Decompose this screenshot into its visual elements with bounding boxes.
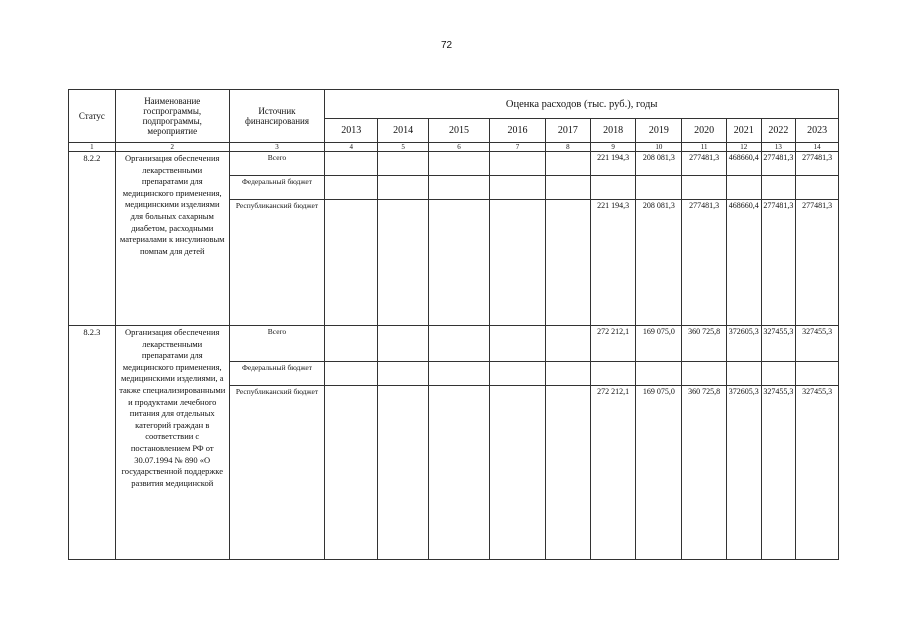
section-status: 8.2.3	[69, 326, 116, 560]
value-cell	[429, 326, 490, 362]
value-cell: 277481,3	[761, 200, 796, 326]
value-cell	[796, 176, 839, 200]
year-2017: 2017	[545, 119, 590, 143]
value-cell	[429, 176, 490, 200]
value-cell	[378, 152, 429, 176]
value-cell	[761, 176, 796, 200]
value-cell	[545, 362, 590, 386]
value-cell: 272 212,1	[590, 386, 636, 560]
column-number: 5	[378, 143, 429, 152]
value-cell	[636, 362, 682, 386]
value-cell	[325, 386, 378, 560]
value-cell: 277481,3	[761, 152, 796, 176]
source-total: Всего	[229, 152, 325, 176]
year-2022: 2022	[761, 119, 796, 143]
year-2023: 2023	[796, 119, 839, 143]
column-number: 14	[796, 143, 839, 152]
value-cell	[726, 176, 761, 200]
value-cell	[429, 362, 490, 386]
value-cell	[590, 176, 636, 200]
value-cell	[325, 200, 378, 326]
value-cell: 272 212,1	[590, 326, 636, 362]
value-cell	[761, 362, 796, 386]
value-cell	[429, 200, 490, 326]
source-federal: Федеральный бюджет	[229, 176, 325, 200]
column-number: 4	[325, 143, 378, 152]
value-cell	[490, 152, 546, 176]
value-cell: 360 725,8	[682, 326, 727, 362]
value-cell: 208 081,3	[636, 152, 682, 176]
value-cell: 221 194,3	[590, 152, 636, 176]
column-number: 11	[682, 143, 727, 152]
year-2019: 2019	[636, 119, 682, 143]
value-cell: 468660,4	[726, 152, 761, 176]
year-2021: 2021	[726, 119, 761, 143]
section-status: 8.2.2	[69, 152, 116, 326]
value-cell	[378, 176, 429, 200]
value-cell: 208 081,3	[636, 200, 682, 326]
year-2016: 2016	[490, 119, 546, 143]
value-cell: 221 194,3	[590, 200, 636, 326]
section-name: Организация обеспечения лекарственными препаратами для медицинского применения, медицинскими изделиями, а также специализированными и продуктами лечебного питания для отдельных категорий граждан в соответствии с постановлением РФ от 30.07.1994 № 890 «О государственной поддержке развития медицинской	[115, 326, 229, 560]
source-total: Всего	[229, 326, 325, 362]
header-status: Статус	[69, 90, 116, 143]
page-number: 72	[440, 40, 453, 51]
column-number: 12	[726, 143, 761, 152]
value-cell	[545, 176, 590, 200]
value-cell	[378, 200, 429, 326]
budget-table	[68, 89, 839, 560]
value-cell	[325, 152, 378, 176]
value-cell: 372605,3	[726, 326, 761, 362]
column-number: 6	[429, 143, 490, 152]
value-cell: 327455,3	[761, 326, 796, 362]
year-2015: 2015	[429, 119, 490, 143]
section-name: Организация обеспечения лекарственными препаратами для медицинского применения, медицинскими изделиями для больных сахарным диабетом, расходными материалами к инсулиновым помпам для детей	[115, 152, 229, 326]
value-cell	[682, 362, 727, 386]
value-cell: 277481,3	[796, 152, 839, 176]
column-number: 9	[590, 143, 636, 152]
value-cell	[545, 386, 590, 560]
value-cell	[545, 200, 590, 326]
header-name: Наименование госпрограммы, подпрограммы, мероприятие	[115, 90, 229, 143]
value-cell	[429, 386, 490, 560]
year-2013: 2013	[325, 119, 378, 143]
value-cell	[325, 326, 378, 362]
value-cell	[545, 326, 590, 362]
source-federal: Федеральный бюджет	[229, 362, 325, 386]
column-number: 7	[490, 143, 546, 152]
value-cell	[429, 152, 490, 176]
value-cell	[378, 326, 429, 362]
column-number: 2	[115, 143, 229, 152]
value-cell: 169 075,0	[636, 326, 682, 362]
value-cell: 169 075,0	[636, 386, 682, 560]
year-2014: 2014	[378, 119, 429, 143]
value-cell	[590, 362, 636, 386]
value-cell	[378, 362, 429, 386]
column-number: 10	[636, 143, 682, 152]
value-cell	[490, 326, 546, 362]
value-cell: 468660,4	[726, 200, 761, 326]
value-cell: 327455,3	[761, 386, 796, 560]
value-cell	[490, 386, 546, 560]
value-cell	[490, 362, 546, 386]
value-cell	[545, 152, 590, 176]
value-cell: 327455,3	[796, 386, 839, 560]
year-2020: 2020	[682, 119, 727, 143]
value-cell	[490, 200, 546, 326]
column-number: 1	[69, 143, 116, 152]
value-cell	[490, 176, 546, 200]
value-cell	[726, 362, 761, 386]
value-cell: 372605,3	[726, 386, 761, 560]
value-cell: 277481,3	[796, 200, 839, 326]
header-source: Источник финансирования	[229, 90, 325, 143]
source-republican: Республиканский бюджет	[229, 386, 325, 560]
value-cell: 277481,3	[682, 152, 727, 176]
column-number: 13	[761, 143, 796, 152]
value-cell: 360 725,8	[682, 386, 727, 560]
value-cell	[636, 176, 682, 200]
value-cell	[325, 362, 378, 386]
source-republican: Республиканский бюджет	[229, 200, 325, 326]
column-number: 3	[229, 143, 325, 152]
value-cell	[682, 176, 727, 200]
value-cell: 277481,3	[682, 200, 727, 326]
value-cell	[796, 362, 839, 386]
column-number: 8	[545, 143, 590, 152]
value-cell	[378, 386, 429, 560]
header-estimate: Оценка расходов (тыс. руб.), годы	[325, 90, 839, 119]
value-cell: 327455,3	[796, 326, 839, 362]
year-2018: 2018	[590, 119, 636, 143]
value-cell	[325, 176, 378, 200]
